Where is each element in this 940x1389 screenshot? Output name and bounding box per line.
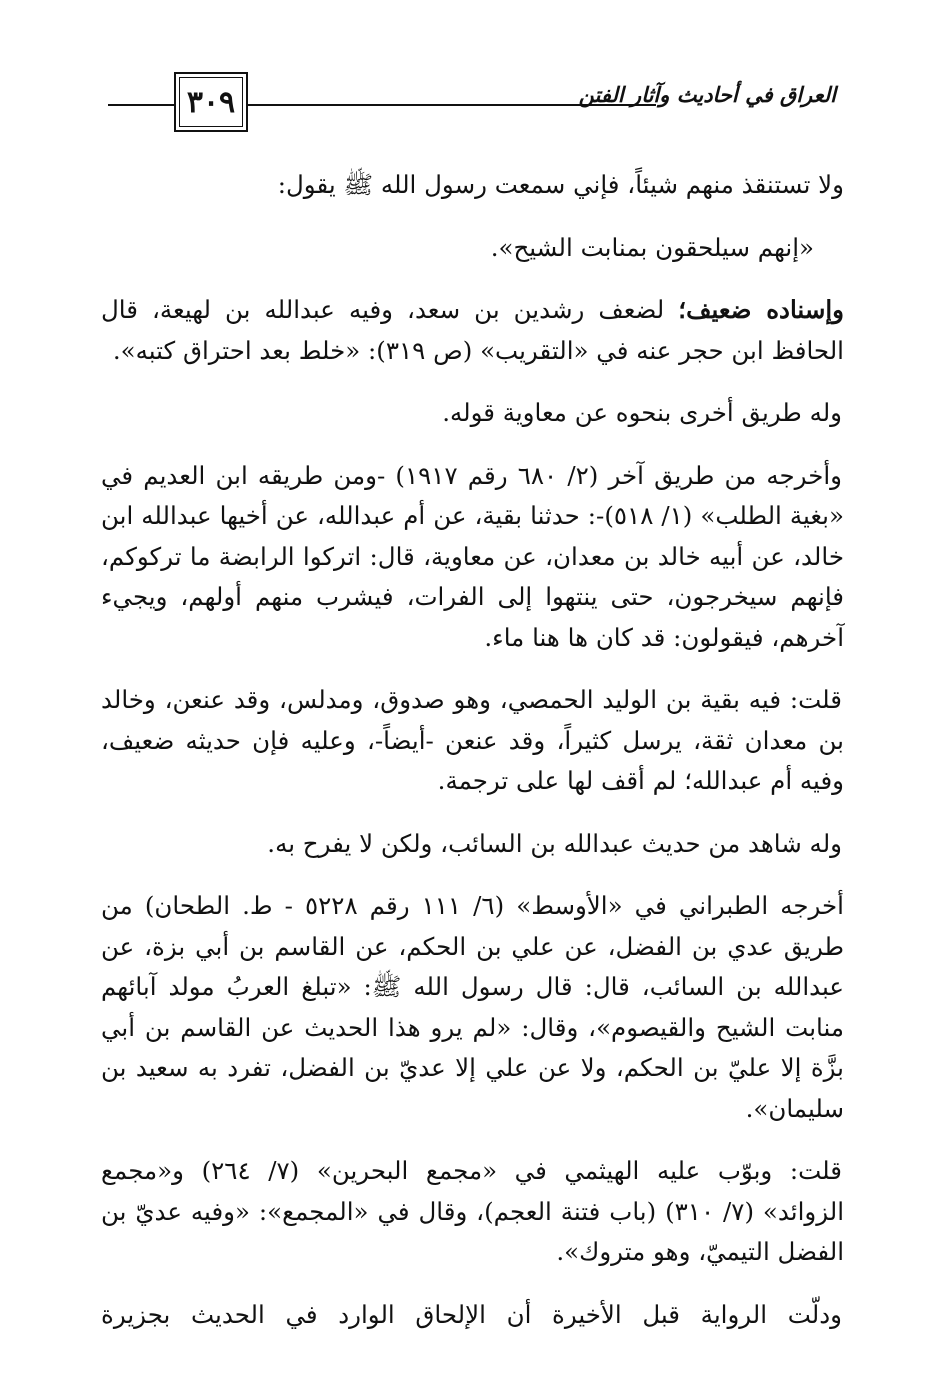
running-header: [108, 72, 836, 136]
paragraph: قلت: وبوّب عليه الهيثمي في «مجمع البحرين» (٧/ ٢٦٤) و«مجمع الزوائد» (٧/ ٣١٠) (باب فتنة العجم)، وقال في «المجمع»: «وفيه عديّ بن الفضل التيميّ، وهو متروك».: [101, 1156, 845, 1266]
paragraph: وله شاهد من حديث عبدالله بن السائب، ولكن لا يفرح به.: [267, 828, 842, 858]
hadith-quote: «إنهم سيلحقون بمنابت الشيح».: [490, 232, 814, 262]
paragraph: وإسناده ضعيف؛ لضعف رشدين بن سعد، وفيه عبدالله بن لهيعة، قال الحافظ ابن حجر عنه في «التقريب» (ص ٣١٩): «خلط بعد احتراق كتبه».: [101, 295, 844, 365]
paragraph: قلت: فيه بقية بن الوليد الحمصي، وهو صدوق، ومدلس، وقد عنعن، وخالد بن معدان ثقة، يرسل كثيراً، وقد عنعن -أيضاً-، وعليه فإن حديثه ضعيف، وفيه أم عبدالله؛ لم أقف لها على ترجمة.: [101, 685, 844, 795]
paragraph: ودلّت الرواية قبل الأخيرة أن الإلحاق الوارد في الحديث بجزيرة: [101, 1299, 842, 1329]
page-number: ٣٠٩: [179, 77, 243, 127]
page-body: [101, 165, 844, 1357]
page-number-box: [174, 72, 248, 132]
paragraph: وأخرجه من طريق آخر (٢/ ٦٨٠ رقم ١٩١٧) -ومن طريقه ابن العديم في «بغية الطلب» (١/ ٥١٨)-: حدثنا بقية، عن أم عبدالله، عن أخيها عبدالله ابن خالد، عن أبيه خالد بن معدان، عن معاوية، قال: اتركوا الرابضة ما تركوكم، فإنهم سيخرجون، حتى ينتهوا إلى الفرات، فيشرب منهم أولهم، ويجيء آخرهم، فيقولون: قد كان ها هنا ماء.: [101, 460, 844, 652]
paragraph: وله طريق أخرى بنحوه عن معاوية قوله.: [442, 398, 842, 427]
header-rule-left: [108, 104, 174, 106]
book-title: العراق في أحاديث وآثار الفتن: [578, 82, 836, 107]
paragraph: ولا تستنقذ منهم شيئاً، فإني سمعت رسول الله ﷺ يقول:: [277, 170, 844, 199]
paragraph: أخرجه الطبراني في «الأوسط» (٦/ ١١١ رقم ٥٢٢٨ - ط. الطحان) من طريق عدي بن الفضل، عن علي بن الحكم، عن القاسم بن أبي بزة، عن عبدالله بن السائب، قال: قال رسول الله ﷺ: «تبلغ العربُ مولد آبائهم منابت الشيح والقيصوم»، وقال: «لم يرو هذا الحديث عن القاسم بن أبي بزَّة إلا عليّ بن الحكم، ولا عن علي إلا عديّ بن الفضل، تفرد به سعيد بن سليمان».: [101, 891, 844, 1123]
bold-lead: وإسناده ضعيف؛: [678, 295, 844, 324]
